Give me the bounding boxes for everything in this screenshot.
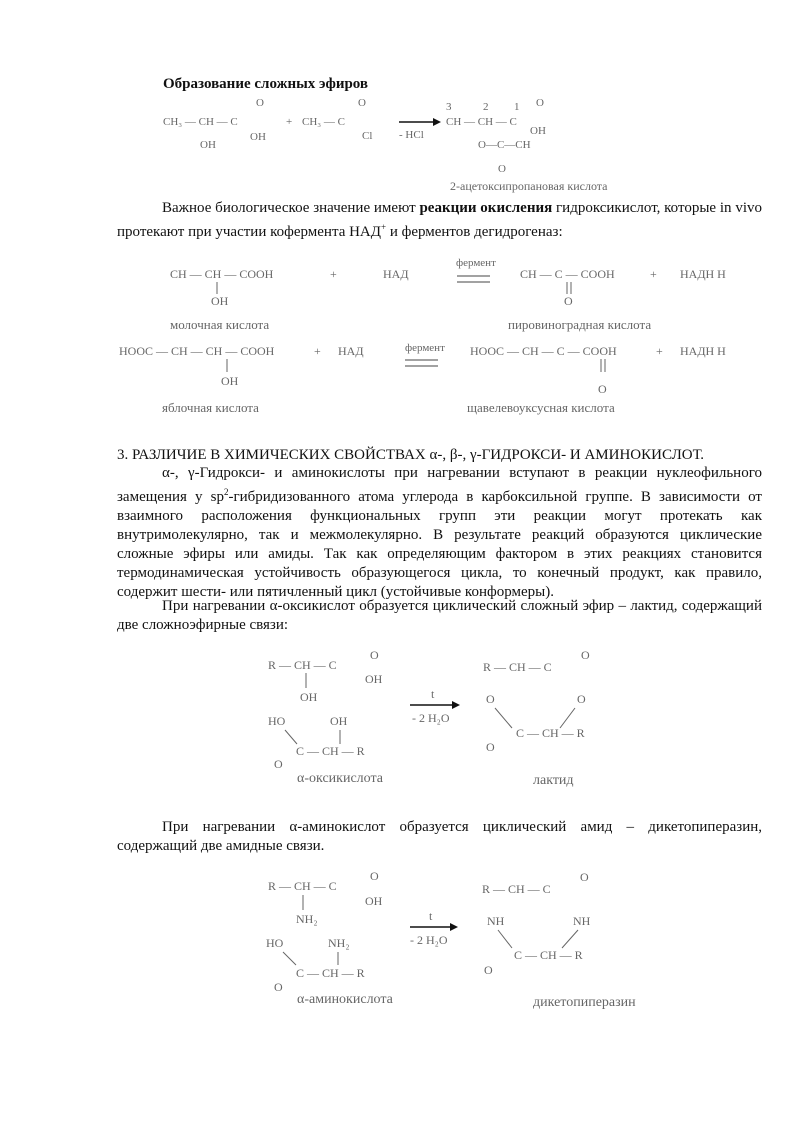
- product-caption: 2-ацетоксипропановая кислота: [450, 179, 608, 193]
- aminoacid-top-nh2: NH₂: [296, 912, 318, 926]
- lactide-bottom-formula: C — CH — R: [516, 726, 585, 740]
- paragraph-oxidation: Важное биологическое значение имеют реакции окисления гидроксикислот, которые in vivo протекают при участии кофермента НАД+ и ферментов дегидрогеназ:: [117, 200, 762, 240]
- product-ester-group: O—C—CH: [478, 139, 531, 151]
- paragraph-diketopiperazine: При нагревании α-аминокислот образуется циклический амид – дикетопиперазин, содержащий две амидные связи.: [117, 819, 762, 854]
- plus-sign-1: +: [330, 267, 337, 281]
- product-formula: CH — CH — C: [446, 116, 517, 128]
- enzyme-label-2: фермент: [405, 342, 445, 354]
- dkp-bottom-formula: C — CH — R: [514, 948, 583, 962]
- hydroxyacid-top-formula: R — CH — C: [268, 658, 337, 672]
- lactide-o2: O: [486, 692, 495, 706]
- aminoacid-bottom-nh2: NH₂: [328, 936, 350, 950]
- oxalo-o: O: [598, 382, 607, 396]
- reactant1-hydroxyl-oh: OH: [200, 139, 216, 151]
- aminoacid-bottom-o: O: [274, 980, 283, 994]
- reaction-condition: - HCl: [399, 129, 424, 141]
- dkp-condition-water: - 2 H₂O: [410, 933, 448, 947]
- lactic-caption: молочная кислота: [170, 317, 270, 332]
- reactant1-carbonyl-o: O: [256, 97, 264, 109]
- lactide-o1: O: [581, 648, 590, 662]
- reactant2-carbonyl-o: O: [358, 97, 366, 109]
- aminoacid-caption: α-аминокислота: [297, 992, 393, 1007]
- dkp-nh2: NH: [573, 914, 591, 928]
- reactant2-formula: CH₃ — C: [302, 116, 345, 128]
- product-carbonyl-o: O: [536, 97, 544, 109]
- pyruvic-acid-formula: CH — C — COOH: [520, 267, 615, 281]
- product-ester-o: O: [498, 163, 506, 175]
- aminoacid-top-oh: OH: [365, 894, 383, 908]
- lactide-top-formula: R — CH — C: [483, 660, 552, 674]
- malic-oh: OH: [221, 374, 239, 388]
- dkp-o2: O: [484, 963, 493, 977]
- dkp-o1: O: [580, 870, 589, 884]
- lactic-acid-formula: CH — CH — COOH: [170, 267, 274, 281]
- aminoacid-top-o: O: [370, 869, 379, 883]
- aminoacid-bottom-formula: C — CH — R: [296, 966, 365, 980]
- reactant1-formula: CH₃ — CH — C: [163, 116, 238, 128]
- bond-line: [450, 923, 458, 931]
- carbon-number-2: 2: [483, 101, 489, 113]
- oxaloacetic-caption: щавелевоуксусная кислота: [467, 400, 615, 415]
- carbon-number-3: 3: [446, 101, 452, 113]
- nadh-label: НАДН Н: [680, 267, 726, 281]
- section-heading-esters: Образование сложных эфиров: [163, 76, 369, 92]
- lactic-oh: OH: [211, 294, 229, 308]
- aminoacid-top-formula: R — CH — C: [268, 879, 337, 893]
- plus-sign-4: +: [656, 344, 663, 358]
- section-title: 3. РАЗЛИЧИЕ В ХИМИЧЕСКИХ СВОЙСТВАХ α-, β-, γ-ГИДРОКСИ- И АМИНОКИСЛОТ.: [117, 447, 705, 463]
- bond-line: [498, 930, 512, 948]
- paragraph-lactide: При нагревании α-оксикислот образуется циклический сложный эфир – лактид, содержащий две сложноэфирные связи:: [117, 598, 762, 633]
- hydroxyacid-bottom-formula: C — CH — R: [296, 744, 365, 758]
- dkp-condition-t: t: [429, 909, 433, 923]
- hydroxyacid-bottom-oh: OH: [330, 714, 348, 728]
- dkp-nh1: NH: [487, 914, 505, 928]
- dkp-top-formula: R — CH — C: [482, 882, 551, 896]
- lactide-condition-t: t: [431, 687, 435, 701]
- lactide-o3: O: [577, 692, 586, 706]
- dkp-caption: дикетопиперазин: [533, 995, 636, 1010]
- nad-label-2: НАД: [338, 344, 364, 358]
- bond-line: [562, 930, 578, 948]
- malic-acid-formula: HOOC — CH — CH — COOH: [119, 344, 275, 358]
- aminoacid-bottom-ho: HO: [266, 936, 284, 950]
- lactide-caption: лактид: [533, 773, 574, 788]
- oxaloacetic-acid-formula: HOOC — CH — C — COOH: [470, 344, 617, 358]
- pyruvic-caption: пировиноградная кислота: [508, 317, 652, 332]
- hydroxyacid-bottom-ho: HO: [268, 714, 286, 728]
- reactant2-cl: Cl: [362, 130, 373, 142]
- product-oh: OH: [530, 125, 546, 137]
- pyruvic-o: O: [564, 294, 573, 308]
- paragraph-nucleophilic: α-, γ-Гидрокси- и аминокислоты при нагревании вступают в реакции нуклеофильного замещения у $sp^2$-гибридизованного атома углерода в карбоксильной группе. В зависимости от взаимного расположения функциональных групп эти реакции могут протекать как внутримолекулярно, так и межмолекулярно. В результате реакций образуются циклические сложные эфиры или амиды. Так как определяющим фактором в этих реакциях становится термодинамическая устойчивость образующегося цикла, то конечный продукт, как правило, содержит шести- или пятичленный цикл (устойчивые конформеры).: [117, 465, 762, 600]
- nadh-label-2: НАДН Н: [680, 344, 726, 358]
- hydroxyacid-top-oh: OH: [365, 672, 383, 686]
- hydroxyacid-caption: α-оксикислота: [297, 771, 383, 786]
- lactide-condition-water: - 2 H₂O: [412, 711, 450, 725]
- hydroxyacid-top-o: O: [370, 648, 379, 662]
- malic-caption: яблочная кислота: [162, 400, 259, 415]
- nad-label: НАД: [383, 267, 409, 281]
- plus-sign: +: [286, 116, 293, 128]
- carbon-number-1: 1: [514, 101, 520, 113]
- reactant1-carboxyl-oh: OH: [250, 131, 266, 143]
- bond-line: [283, 952, 296, 965]
- lactide-o4: O: [486, 740, 495, 754]
- plus-sign-2: +: [650, 267, 657, 281]
- hydroxyacid-top-oh2: OH: [300, 690, 318, 704]
- enzyme-label: фермент: [456, 257, 496, 269]
- plus-sign-3: +: [314, 344, 321, 358]
- hydroxyacid-bottom-o: O: [274, 757, 283, 771]
